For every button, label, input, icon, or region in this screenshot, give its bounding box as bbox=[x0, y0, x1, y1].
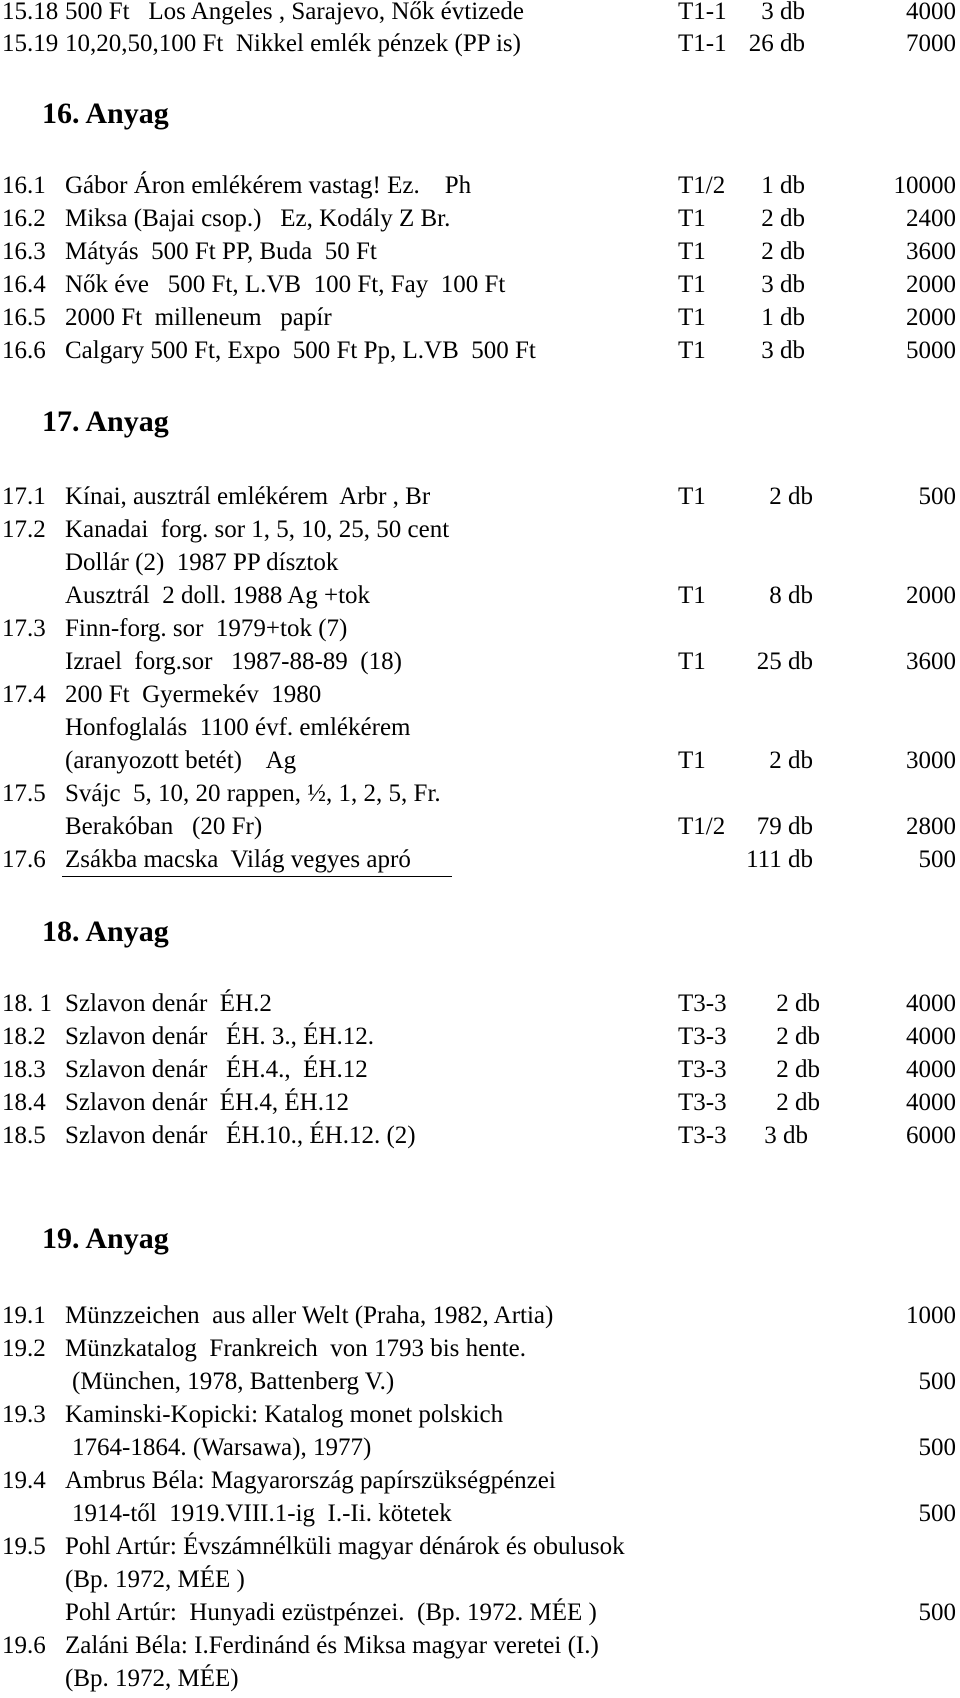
item-row bbox=[0, 1300, 960, 1332]
item-description: 10,20,50,100 Ft Nikkel emlék pénzek (PP is) bbox=[65, 30, 521, 57]
item-continuation bbox=[0, 1663, 960, 1695]
item-grade: T1-1 bbox=[678, 0, 727, 25]
item-price: 3600 bbox=[906, 648, 956, 675]
item-price: 10000 bbox=[893, 172, 956, 199]
item-quantity: 8 db bbox=[769, 582, 813, 609]
item-description: Ausztrál 2 doll. 1988 Ag +tok bbox=[65, 582, 371, 609]
item-quantity: 2 db bbox=[769, 747, 813, 774]
item-price: 4000 bbox=[906, 0, 956, 25]
item-row bbox=[0, 1333, 960, 1365]
item-price: 500 bbox=[918, 1368, 956, 1395]
item-number: 16.3 bbox=[2, 238, 46, 265]
item-continuation bbox=[0, 1432, 960, 1464]
item-row bbox=[0, 679, 960, 711]
item-row bbox=[0, 302, 960, 334]
item-grade: T3-3 bbox=[678, 1056, 727, 1083]
item-quantity: 79 db bbox=[756, 813, 813, 840]
item-row bbox=[0, 1399, 960, 1431]
item-description: Szlavon denár ÉH.2 bbox=[65, 990, 272, 1017]
item-description: (aranyozott betét) Ag bbox=[65, 747, 297, 774]
item-description: 200 Ft Gyermekév 1980 bbox=[65, 681, 322, 708]
item-price: 2000 bbox=[906, 271, 956, 298]
item-description: Szlavon denár ÉH. 3., ÉH.12. bbox=[65, 1023, 374, 1050]
item-description: Zaláni Béla: I.Ferdinánd és Miksa magyar veretei (I.) bbox=[65, 1632, 599, 1659]
item-row bbox=[0, 236, 960, 268]
item-grade: T1-1 bbox=[678, 30, 727, 57]
item-price: 4000 bbox=[906, 1023, 956, 1050]
item-number: 17.3 bbox=[2, 615, 46, 642]
item-description: Honfoglalás 1100 évf. emlékérem bbox=[65, 714, 411, 741]
item-quantity: 111 db bbox=[746, 846, 813, 873]
item-row bbox=[0, 613, 960, 645]
item-number: 16.6 bbox=[2, 337, 46, 364]
item-quantity: 3 db bbox=[761, 271, 805, 298]
item-number: 18.3 bbox=[2, 1056, 46, 1083]
item-description: 1914-től 1919.VIII.1-ig I.-Ii. kötetek bbox=[72, 1500, 452, 1527]
item-row bbox=[0, 0, 960, 28]
item-description: Ambrus Béla: Magyarország papírszükségpénzei bbox=[65, 1467, 556, 1494]
item-grade: T1 bbox=[678, 582, 706, 609]
item-description: Pohl Artúr: Hunyadi ezüstpénzei. (Bp. 1972. MÉE ) bbox=[65, 1599, 597, 1626]
item-number: 17.1 bbox=[2, 483, 46, 510]
item-row bbox=[0, 778, 960, 810]
item-grade: T1 bbox=[678, 483, 706, 510]
item-description: 1764-1864. (Warsawa), 1977) bbox=[72, 1434, 372, 1461]
item-price: 1000 bbox=[906, 1302, 956, 1329]
item-number: 19.4 bbox=[2, 1467, 46, 1494]
item-continuation bbox=[0, 745, 960, 777]
item-number: 17.2 bbox=[2, 516, 46, 543]
item-price: 2000 bbox=[906, 304, 956, 331]
item-price: 3000 bbox=[906, 747, 956, 774]
item-price: 4000 bbox=[906, 990, 956, 1017]
item-quantity: 2 db bbox=[769, 483, 813, 510]
item-price: 4000 bbox=[906, 1056, 956, 1083]
item-row bbox=[0, 1465, 960, 1497]
item-grade: T3-3 bbox=[678, 1089, 727, 1116]
item-row bbox=[0, 335, 960, 367]
item-number: 18.4 bbox=[2, 1089, 46, 1116]
item-description: Miksa (Bajai csop.) Ez, Kodály Z Br. bbox=[65, 205, 451, 232]
item-quantity: 2 db bbox=[776, 1056, 820, 1083]
item-number: 17.4 bbox=[2, 681, 46, 708]
item-number: 18.2 bbox=[2, 1023, 46, 1050]
item-price: 500 bbox=[918, 483, 956, 510]
item-description: Gábor Áron emlékérem vastag! Ez. Ph bbox=[65, 172, 472, 199]
item-price: 3600 bbox=[906, 238, 956, 265]
item-quantity: 2 db bbox=[776, 990, 820, 1017]
item-description: Calgary 500 Ft, Expo 500 Ft Pp, L.VB 500 Ft bbox=[65, 337, 536, 364]
item-description: Pohl Artúr: Évszámnélküli magyar dénárok és obulusok bbox=[65, 1533, 625, 1560]
item-description: Szlavon denár ÉH.4., ÉH.12 bbox=[65, 1056, 368, 1083]
item-continuation bbox=[0, 811, 960, 843]
section-heading: 18. Anyag bbox=[42, 915, 169, 948]
item-price: 2400 bbox=[906, 205, 956, 232]
item-grade: T1 bbox=[678, 648, 706, 675]
item-description: 2000 Ft milleneum papír bbox=[65, 304, 332, 331]
item-description: 500 Ft Los Angeles , Sarajevo, Nők évtizede bbox=[65, 0, 524, 25]
item-grade: T1/2 bbox=[678, 813, 726, 840]
item-continuation bbox=[0, 712, 960, 744]
item-price: 4000 bbox=[906, 1089, 956, 1116]
item-number: 18.5 bbox=[2, 1122, 46, 1149]
item-quantity: 3 db bbox=[764, 1122, 808, 1149]
item-row bbox=[0, 1087, 960, 1119]
item-row bbox=[0, 1021, 960, 1053]
item-price: 2000 bbox=[906, 582, 956, 609]
item-price: 2800 bbox=[906, 813, 956, 840]
item-quantity: 2 db bbox=[776, 1023, 820, 1050]
item-description: Nők éve 500 Ft, L.VB 100 Ft, Fay 100 Ft bbox=[65, 271, 506, 298]
item-grade: T1 bbox=[678, 238, 706, 265]
item-row bbox=[0, 203, 960, 235]
item-row bbox=[0, 1531, 960, 1563]
item-quantity: 1 db bbox=[761, 304, 805, 331]
item-number: 16.4 bbox=[2, 271, 46, 298]
section-heading: 16. Anyag bbox=[42, 97, 169, 130]
item-continuation bbox=[0, 547, 960, 579]
item-row bbox=[0, 28, 960, 60]
item-description: Dollár (2) 1987 PP dísztok bbox=[65, 549, 339, 576]
item-continuation bbox=[0, 1564, 960, 1596]
item-description: Svájc 5, 10, 20 rappen, ½, 1, 2, 5, Fr. bbox=[65, 780, 441, 807]
section-heading: 17. Anyag bbox=[42, 405, 169, 438]
item-price: 500 bbox=[918, 1500, 956, 1527]
item-description: (Bp. 1972, MÉE ) bbox=[65, 1566, 245, 1593]
item-description: Izrael forg.sor 1987-88-89 (18) bbox=[65, 648, 402, 675]
item-price: 500 bbox=[918, 846, 956, 873]
item-number: 17.5 bbox=[2, 780, 46, 807]
item-row bbox=[0, 269, 960, 301]
item-grade: T3-3 bbox=[678, 1122, 727, 1149]
item-description: Münzkatalog Frankreich von 1793 bis hente. bbox=[65, 1335, 527, 1362]
item-grade: T1 bbox=[678, 337, 706, 364]
item-continuation bbox=[0, 1366, 960, 1398]
item-number: 16.5 bbox=[2, 304, 46, 331]
item-grade: T1 bbox=[678, 205, 706, 232]
item-description: Szlavon denár ÉH.10., ÉH.12. (2) bbox=[65, 1122, 416, 1149]
item-quantity: 25 db bbox=[756, 648, 813, 675]
item-number: 19.5 bbox=[2, 1533, 46, 1560]
item-quantity: 1 db bbox=[761, 172, 805, 199]
item-number: 19.1 bbox=[2, 1302, 46, 1329]
item-continuation bbox=[0, 580, 960, 612]
item-quantity: 3 db bbox=[761, 0, 805, 25]
item-number: 16.1 bbox=[2, 172, 46, 199]
item-row bbox=[0, 514, 960, 546]
item-row bbox=[0, 481, 960, 513]
item-price: 500 bbox=[918, 1599, 956, 1626]
underline bbox=[62, 876, 452, 877]
item-continuation bbox=[0, 1597, 960, 1629]
item-row bbox=[0, 988, 960, 1020]
item-quantity: 3 db bbox=[761, 337, 805, 364]
item-description: Kaminski-Kopicki: Katalog monet polskich bbox=[65, 1401, 504, 1428]
item-description: Kínai, ausztrál emlékérem Arbr , Br bbox=[65, 483, 431, 510]
item-quantity: 26 db bbox=[748, 30, 805, 57]
item-number: 15.18 bbox=[2, 0, 59, 25]
item-grade: T3-3 bbox=[678, 1023, 727, 1050]
item-continuation bbox=[0, 646, 960, 678]
item-description: (Bp. 1972, MÉE) bbox=[65, 1665, 239, 1692]
item-row bbox=[0, 1054, 960, 1086]
item-description: Kanadai forg. sor 1, 5, 10, 25, 50 cent bbox=[65, 516, 450, 543]
item-row bbox=[0, 1630, 960, 1662]
item-number: 18. 1 bbox=[2, 990, 52, 1017]
item-quantity: 2 db bbox=[761, 205, 805, 232]
item-continuation bbox=[0, 1498, 960, 1530]
item-row bbox=[0, 1120, 960, 1152]
item-quantity: 2 db bbox=[776, 1089, 820, 1116]
item-description: Szlavon denár ÉH.4, ÉH.12 bbox=[65, 1089, 349, 1116]
item-price: 5000 bbox=[906, 337, 956, 364]
item-grade: T1 bbox=[678, 747, 706, 774]
item-quantity: 2 db bbox=[761, 238, 805, 265]
item-grade: T1 bbox=[678, 304, 706, 331]
item-row bbox=[0, 170, 960, 202]
item-price: 6000 bbox=[906, 1122, 956, 1149]
item-row bbox=[0, 844, 960, 876]
item-grade: T1 bbox=[678, 271, 706, 298]
item-price: 500 bbox=[918, 1434, 956, 1461]
item-number: 19.6 bbox=[2, 1632, 46, 1659]
item-number: 19.3 bbox=[2, 1401, 46, 1428]
item-grade: T1/2 bbox=[678, 172, 726, 199]
item-description: (München, 1978, Battenberg V.) bbox=[72, 1368, 395, 1395]
item-description: Berakóban (20 Fr) bbox=[65, 813, 263, 840]
item-description: Zsákba macska Világ vegyes apró bbox=[65, 846, 411, 873]
item-description: Münzzeichen aus aller Welt (Praha, 1982, Artia) bbox=[65, 1302, 554, 1329]
item-number: 19.2 bbox=[2, 1335, 46, 1362]
item-number: 17.6 bbox=[2, 846, 46, 873]
item-price: 7000 bbox=[906, 30, 956, 57]
item-description: Finn-forg. sor 1979+tok (7) bbox=[65, 615, 348, 642]
section-heading: 19. Anyag bbox=[42, 1222, 169, 1255]
item-grade: T3-3 bbox=[678, 990, 727, 1017]
item-number: 16.2 bbox=[2, 205, 46, 232]
item-description: Mátyás 500 Ft PP, Buda 50 Ft bbox=[65, 238, 377, 265]
item-number: 15.19 bbox=[2, 30, 59, 57]
